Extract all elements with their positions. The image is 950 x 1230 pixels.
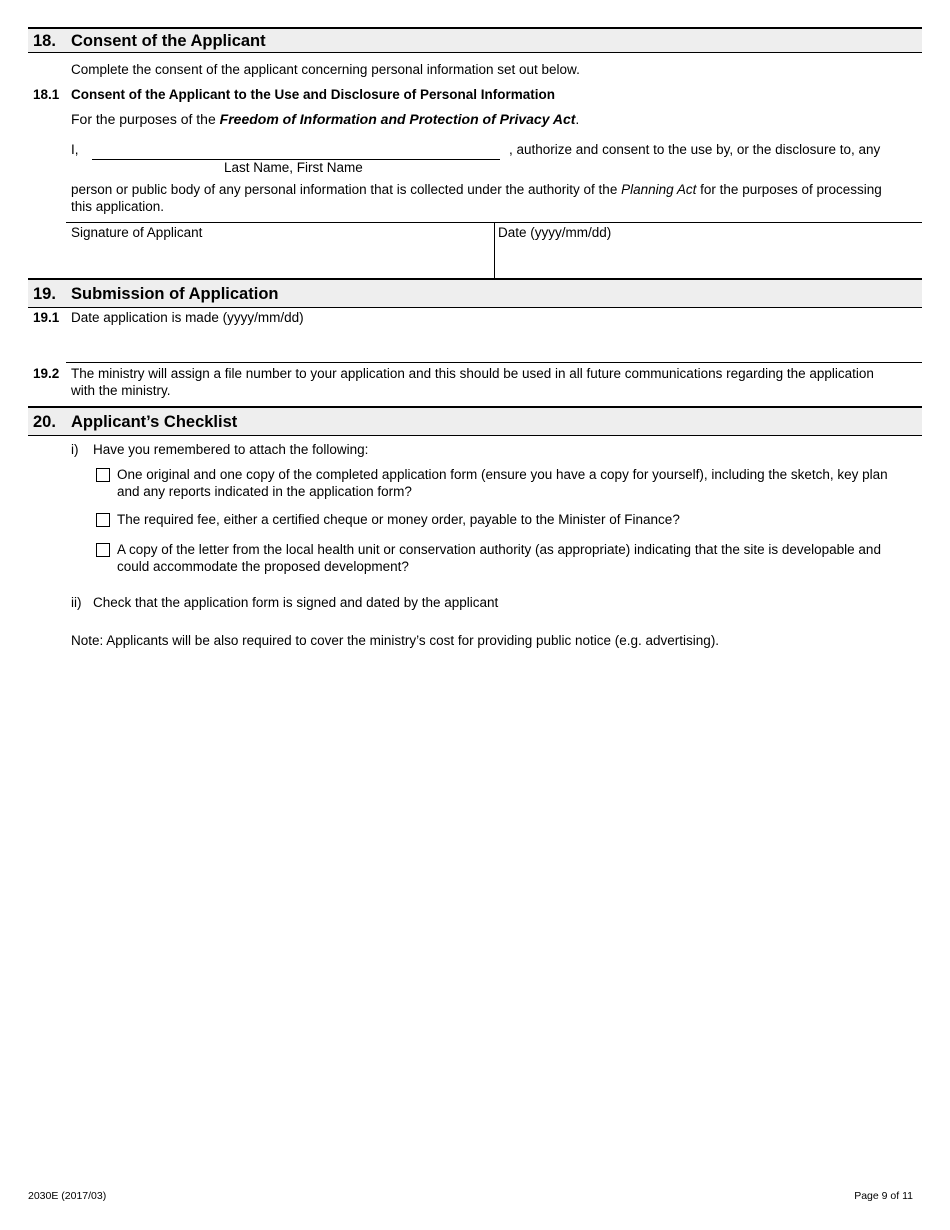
- checklist-item-label: One original and one copy of the completed application form (ensure you have a copy for yourself), including the sketch, key plan: [117, 467, 888, 482]
- authorize-text: , authorize and consent to the use by, or the disclosure to, any: [509, 142, 881, 157]
- checklist-i-text: Have you remembered to attach the following:: [93, 442, 369, 457]
- checkbox-application-copies[interactable]: [96, 468, 110, 482]
- file-number-note-line2: with the ministry.: [71, 383, 171, 398]
- page-number: Page 9 of 11: [854, 1190, 913, 1202]
- checklist-item-label: The required fee, either a certified cheque or money order, payable to the Minister of Finance?: [117, 512, 680, 527]
- signature-field[interactable]: [66, 240, 492, 276]
- consent-intro: Complete the consent of the applicant concerning personal information set out below.: [71, 62, 580, 77]
- question-number: 19.1: [33, 310, 60, 325]
- section-19-header: [28, 278, 922, 308]
- checklist-item-label: could accommodate the proposed development?: [117, 559, 409, 574]
- question-number: 19.2: [33, 366, 60, 381]
- application-date-field[interactable]: [66, 327, 922, 361]
- subsection-title: Consent of the Applicant to the Use and Disclosure of Personal Information: [71, 87, 556, 102]
- section-number: 18.: [33, 32, 56, 50]
- i-label: I,: [71, 142, 79, 157]
- application-date-label: Date application is made (yyyy/mm/dd): [71, 310, 304, 325]
- form-id: 2030E (2017/03): [28, 1190, 107, 1202]
- applicant-name-input[interactable]: [92, 139, 500, 160]
- signature-label: Signature of Applicant: [71, 225, 203, 240]
- purpose-line: For the purposes of the Freedom of Information and Protection of Privacy Act.: [71, 111, 580, 127]
- consent-body-line1: person or public body of any personal information that is collected under the authority of the Planning Act for the purposes of processing: [71, 182, 882, 197]
- checklist-item-label: A copy of the letter from the local health unit or conservation authority (as appropriate) indicating that the site is developable and: [117, 542, 881, 557]
- public-notice-note: Note: Applicants will be also required to cover the ministry’s cost for providing public notice (e.g. advertising).: [71, 633, 720, 648]
- section-18-header: [28, 27, 922, 53]
- section-title: Consent of the Applicant: [71, 32, 266, 50]
- name-caption: Last Name, First Name: [224, 160, 363, 175]
- checklist-item-label: and any reports indicated in the application form?: [117, 484, 412, 499]
- subsection-number: 18.1: [33, 87, 60, 102]
- foi-act-name: Freedom of Information and Protection of Privacy Act: [219, 111, 576, 127]
- section-title: Submission of Application: [71, 285, 279, 303]
- checklist-ii-text: Check that the application form is signed and dated by the applicant: [93, 595, 499, 610]
- checkbox-health-unit-letter[interactable]: [96, 543, 110, 557]
- signature-date-divider: [494, 222, 495, 278]
- planning-act-name: Planning Act: [621, 182, 697, 197]
- date-label: Date (yyyy/mm/dd): [498, 225, 612, 240]
- checklist-ii-marker: ii): [71, 595, 82, 610]
- date-field[interactable]: [497, 240, 920, 276]
- section-number: 19.: [33, 285, 56, 303]
- checklist-i-marker: i): [71, 442, 79, 457]
- section-20-header: [28, 406, 922, 436]
- file-number-note-line1: The ministry will assign a file number to your application and this should be used in all future communications regarding the application: [71, 366, 874, 381]
- section-number: 20.: [33, 413, 56, 431]
- section-title: Applicant’s Checklist: [71, 413, 238, 431]
- rule: [66, 362, 922, 363]
- checkbox-required-fee[interactable]: [96, 513, 110, 527]
- consent-body-line2: this application.: [71, 199, 165, 214]
